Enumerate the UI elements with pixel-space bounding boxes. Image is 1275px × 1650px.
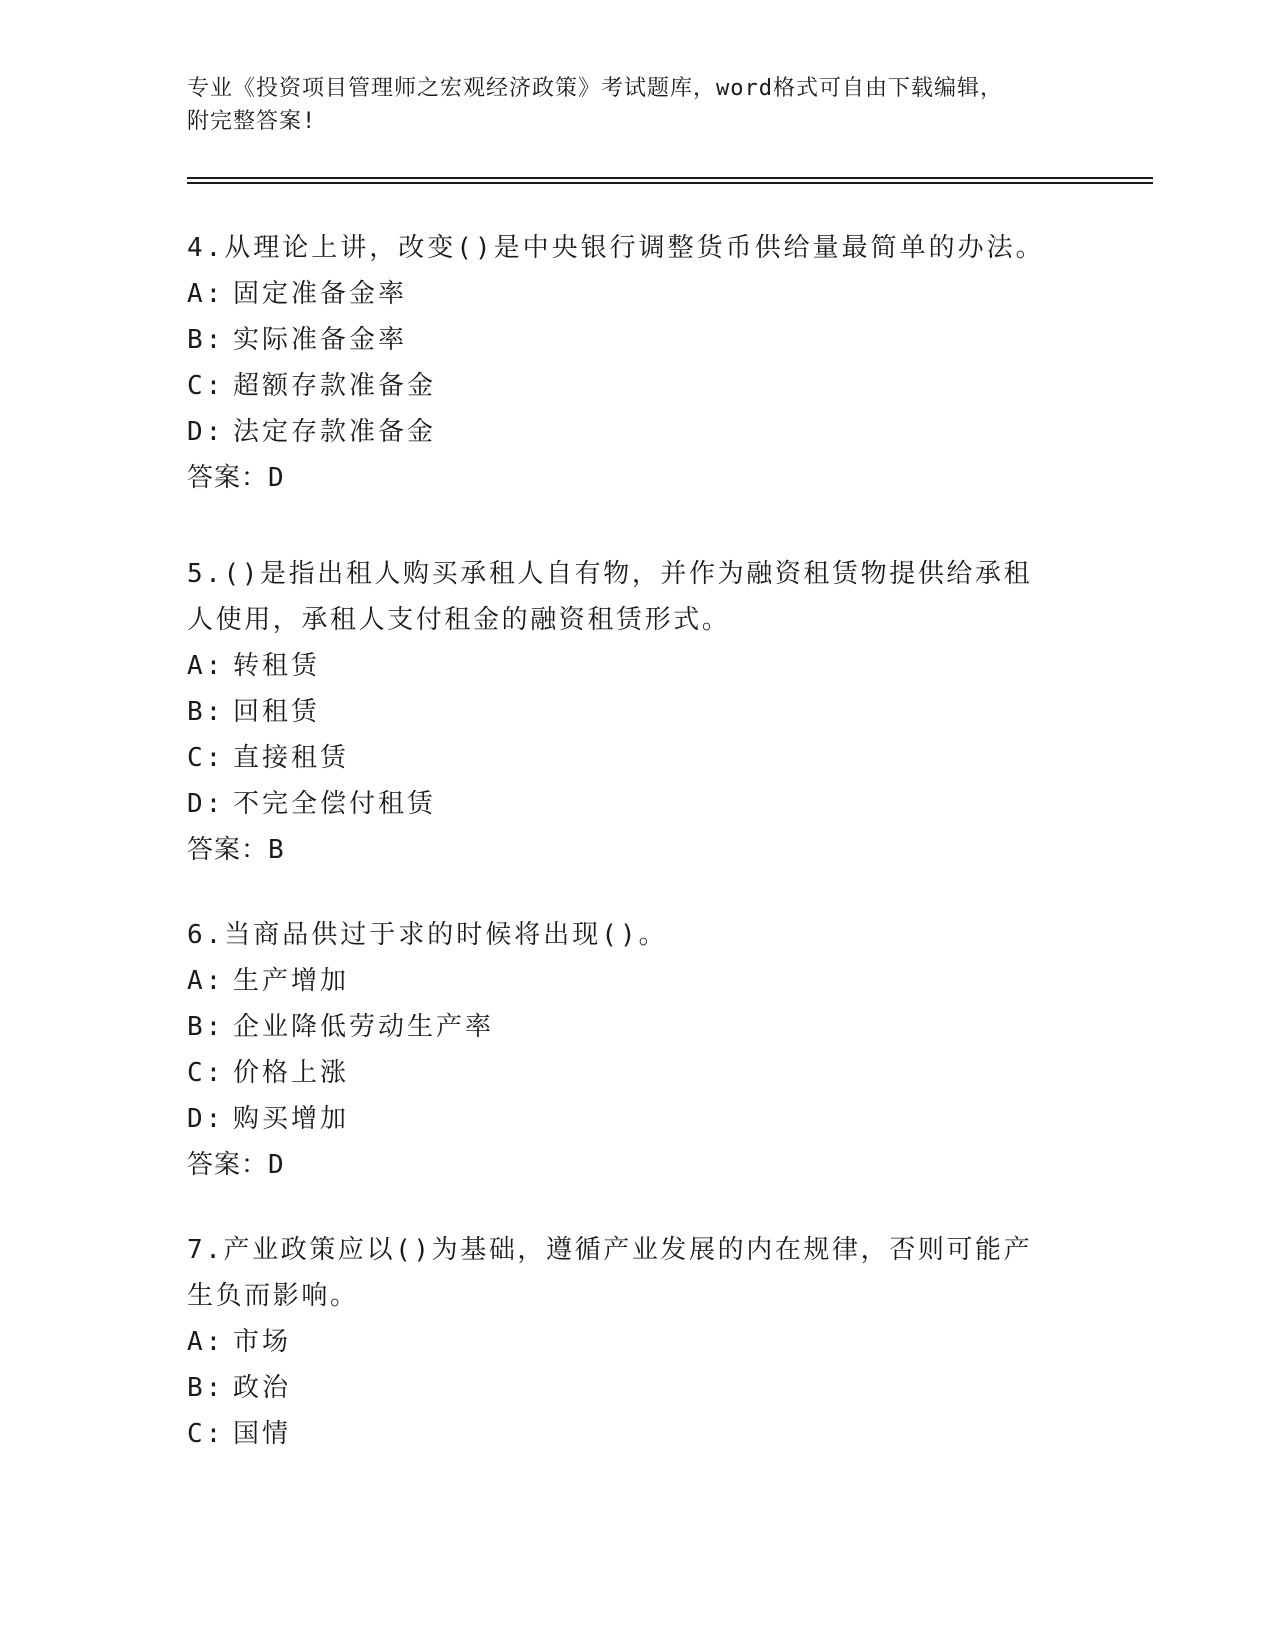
option-text: 不完全偿付租赁 <box>233 789 437 819</box>
option-a <box>187 643 1087 689</box>
option-text: 政治 <box>233 1373 292 1403</box>
option-label: D: <box>187 1104 225 1134</box>
option-label: B: <box>187 1012 225 1042</box>
option-label: C: <box>187 1419 225 1449</box>
header-divider-bottom <box>187 182 1153 184</box>
option-d <box>187 409 1087 455</box>
option-label: C: <box>187 1058 225 1088</box>
option-a <box>187 271 1087 317</box>
option-text: 实际准备金率 <box>233 325 408 355</box>
option-label: D: <box>187 789 225 819</box>
header-divider-top <box>187 177 1153 179</box>
option-text: 市场 <box>233 1327 292 1357</box>
answer-line <box>187 1142 1087 1188</box>
option-c <box>187 735 1087 781</box>
answer-value: D <box>268 1150 285 1180</box>
option-text: 回租赁 <box>233 697 321 727</box>
answer-label: 答案： <box>187 463 269 493</box>
answer-value: D <box>268 463 285 493</box>
answer-line <box>187 827 1087 873</box>
option-d <box>187 781 1087 827</box>
option-label: B: <box>187 325 225 355</box>
question-stem: 4.从理论上讲，改变()是中央银行调整货币供给量最简单的办法。 <box>187 233 1045 263</box>
question-stem: 5.()是指出租人购买承租人自有物，并作为融资租赁物提供给承租人使用，承租人支付租金的融资租赁形式。 <box>187 559 1033 635</box>
option-label: C: <box>187 743 225 773</box>
option-label: B: <box>187 697 225 727</box>
header-line-2: 附完整答案! <box>187 109 317 134</box>
question-4 <box>187 225 1087 501</box>
header-line-1: 专业《投资项目管理师之宏观经济政策》考试题库，word格式可自由下载编辑， <box>187 76 1003 101</box>
document-header <box>187 72 1087 138</box>
option-b <box>187 1365 1087 1411</box>
answer-value: B <box>268 835 285 865</box>
question-5 <box>187 551 1087 873</box>
option-c <box>187 1411 1087 1457</box>
option-text: 转租赁 <box>233 651 321 681</box>
option-c <box>187 1050 1087 1096</box>
option-text: 购买增加 <box>233 1104 350 1134</box>
question-stem: 7.产业政策应以()为基础，遵循产业发展的内在规律，否则可能产生负而影响。 <box>187 1235 1033 1311</box>
option-text: 生产增加 <box>233 966 350 996</box>
option-label: A: <box>187 1327 225 1357</box>
option-text: 价格上涨 <box>233 1058 350 1088</box>
option-text: 国情 <box>233 1419 292 1449</box>
option-a <box>187 958 1087 1004</box>
option-text: 企业降低劳动生产率 <box>233 1012 495 1042</box>
question-7 <box>187 1227 1087 1457</box>
option-label: D: <box>187 417 225 447</box>
option-b <box>187 689 1087 735</box>
option-label: A: <box>187 651 225 681</box>
option-a <box>187 1319 1087 1365</box>
option-b <box>187 1004 1087 1050</box>
question-stem: 6.当商品供过于求的时候将出现()。 <box>187 920 668 950</box>
option-d <box>187 1096 1087 1142</box>
option-label: A: <box>187 966 225 996</box>
option-text: 直接租赁 <box>233 743 350 773</box>
answer-label: 答案： <box>187 1150 269 1180</box>
option-b <box>187 317 1087 363</box>
option-label: A: <box>187 279 225 309</box>
option-text: 法定存款准备金 <box>233 417 437 447</box>
question-6 <box>187 912 1087 1188</box>
answer-line <box>187 455 1087 501</box>
option-label: C: <box>187 371 225 401</box>
option-text: 超额存款准备金 <box>233 371 437 401</box>
option-c <box>187 363 1087 409</box>
option-label: B: <box>187 1373 225 1403</box>
option-text: 固定准备金率 <box>233 279 408 309</box>
answer-label: 答案： <box>187 835 269 865</box>
